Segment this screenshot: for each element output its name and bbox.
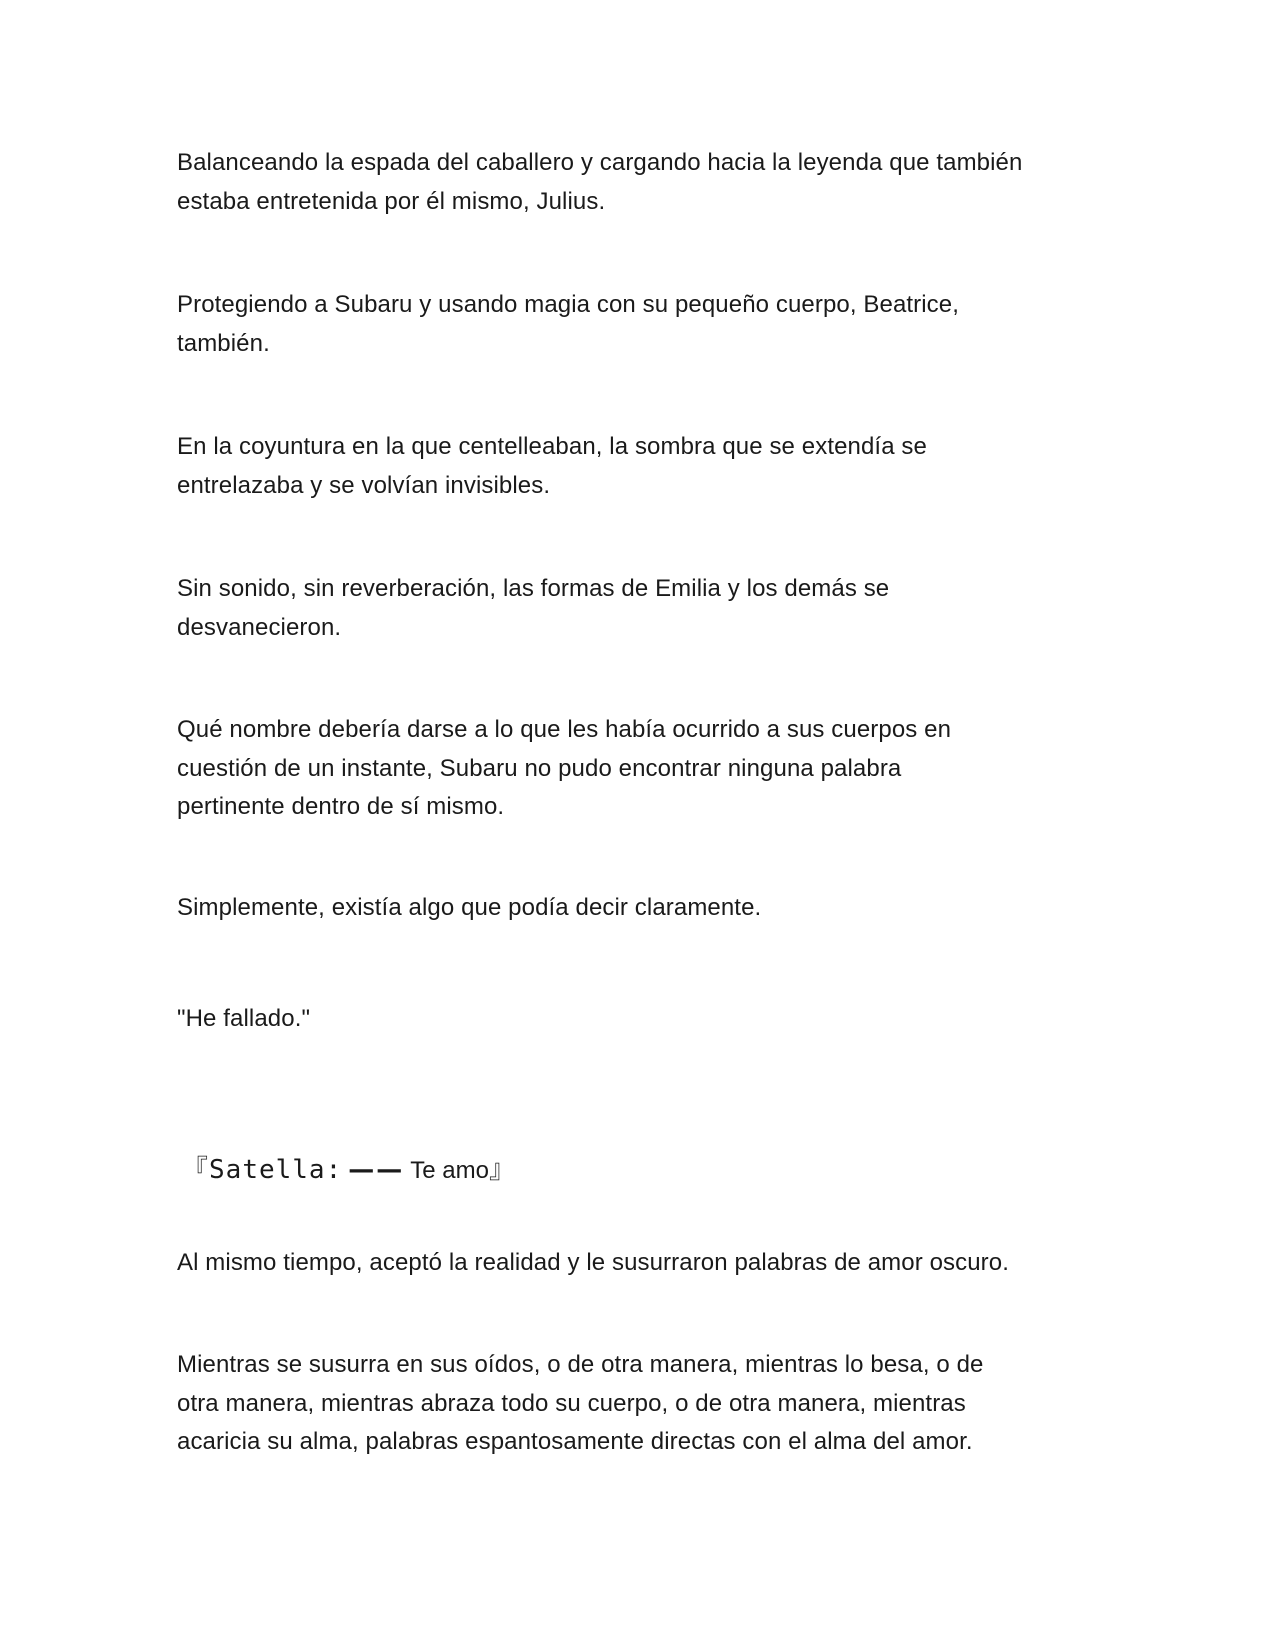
text-line: estaba entretenida por él mismo, Julius. — [177, 187, 606, 215]
em-dash: —— — [348, 1155, 405, 1185]
text-line: "He fallado." — [177, 1005, 311, 1032]
text-line: Simplemente, existía algo que podía decir claramente. — [177, 894, 762, 921]
open-bracket: 『 — [182, 1155, 210, 1185]
text-line: Protegiendo a Subaru y usando magia con su pequeño cuerpo, Beatrice, — [177, 291, 959, 318]
text-line: Balanceando la espada del caballero y cargando hacia la leyenda que también — [177, 149, 1023, 176]
speaker-name: Satella: — [209, 1155, 343, 1185]
paragraph-shadow — [177, 428, 1127, 505]
text-line: también. — [177, 329, 270, 357]
paragraph-vanished — [177, 570, 1127, 647]
text-line: Al mismo tiempo, aceptó la realidad y le susurraron palabras de amor oscuro. — [177, 1249, 1009, 1276]
text-line: En la coyuntura en la que centelleaban, la sombra que se extendía se — [177, 433, 927, 460]
text-line: otra manera, mientras abraza todo su cuerpo, o de otra manera, mientras — [177, 1389, 966, 1417]
text-line: entrelazaba y se volvían invisibles. — [177, 471, 551, 499]
spoken-words: Te amo — [410, 1157, 489, 1184]
dialogue-he-fallado — [177, 1000, 1127, 1039]
text-line: Sin sonido, sin reverberación, las formas de Emilia y los demás se — [177, 575, 890, 602]
paragraph-julius — [177, 144, 1127, 221]
text-line: cuestión de un instante, Subaru no pudo encontrar ninguna palabra — [177, 754, 902, 782]
text-line: pertinente dentro de sí mismo. — [177, 793, 505, 820]
close-bracket: 』 — [488, 1155, 516, 1185]
paragraph-no-words — [177, 711, 1127, 827]
text-line: desvanecieron. — [177, 613, 342, 641]
paragraph-dark-love — [177, 1244, 1127, 1283]
text-line: Qué nombre debería darse a lo que les había ocurrido a sus cuerpos en — [177, 716, 952, 743]
paragraph-clearly — [177, 889, 1127, 928]
paragraph-beatrice — [177, 286, 1127, 363]
text-line: acaricia su alma, palabras espantosamente directas con el alma del amor. — [177, 1428, 973, 1455]
text-line: Mientras se susurra en sus oídos, o de otra manera, mientras lo besa, o de — [177, 1351, 984, 1378]
paragraph-whisper — [177, 1346, 1127, 1462]
satella-dialogue — [182, 1151, 516, 1190]
